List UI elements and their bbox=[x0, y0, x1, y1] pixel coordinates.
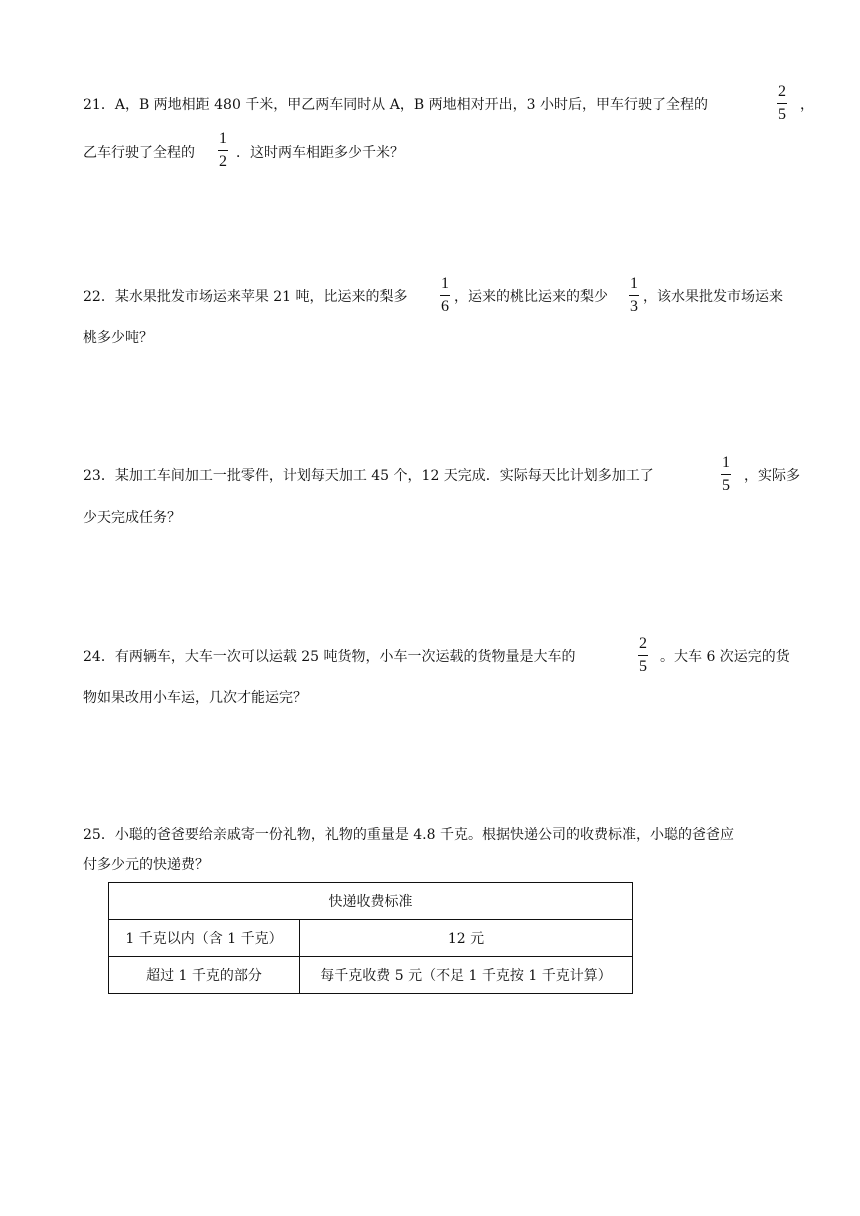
q25-text-2: 付多少元的快递费？ bbox=[83, 857, 209, 873]
q24-frac1-numerator: 2 bbox=[639, 635, 647, 652]
q22-line1 bbox=[83, 287, 408, 307]
fraction-bar bbox=[777, 103, 787, 104]
q21-frac1-denominator: 5 bbox=[778, 106, 786, 123]
table-row bbox=[109, 920, 633, 957]
q21-text-1b: ， bbox=[800, 97, 814, 113]
q23-text-1a: 某加工车间加工一批零件，计划每天加工 45 个，12 天完成．实际每天比计划多加工了 bbox=[114, 468, 654, 484]
q23-frac1-denominator: 5 bbox=[722, 477, 730, 494]
fee-price-cell: 12 元 bbox=[300, 920, 633, 957]
fraction-bar bbox=[638, 655, 648, 656]
q24-text-2: 物如果改用小车运，几次才能运完？ bbox=[83, 690, 307, 706]
fraction-bar bbox=[440, 295, 450, 296]
q22-text-2: 桃多少吨？ bbox=[83, 330, 153, 346]
q24-text-1b: 。大车 6 次运完的货 bbox=[660, 649, 790, 665]
q22-fraction-2 bbox=[629, 275, 639, 316]
q21-text-2b: ．这时两车相距多少千米？ bbox=[236, 145, 404, 161]
q25-text-1: 小聪的爸爸要给亲戚寄一份礼物，礼物的重量是 4.8 千克。根据快递公司的收费标准，小聪的爸爸应 bbox=[114, 827, 734, 843]
q22-frac2-denominator: 3 bbox=[630, 298, 638, 315]
q21-text-1a: A，B 两地相距 480 千米，甲乙两车同时从 A，B 两地相对开出，3 小时后，甲车行驶了全程的 bbox=[114, 97, 708, 113]
fee-table bbox=[108, 882, 633, 994]
table-row bbox=[109, 957, 633, 994]
fee-table-header-row bbox=[109, 883, 633, 920]
q22-text-1b: ，运来的桃比运来的梨少 bbox=[454, 289, 608, 305]
q21-frac1-numerator: 2 bbox=[778, 83, 786, 100]
q23-text-1b: ，实际多 bbox=[744, 468, 800, 484]
q25-number: 25． bbox=[83, 827, 115, 843]
q23-line1 bbox=[83, 466, 654, 486]
q22-fraction-1 bbox=[440, 275, 450, 316]
q22-frac1-denominator: 6 bbox=[441, 298, 449, 315]
q21-fraction-2 bbox=[218, 130, 228, 171]
q22-number: 22． bbox=[83, 289, 115, 305]
q22-text-1c: ，该水果批发市场运来 bbox=[643, 289, 783, 305]
q24-text-1a: 有两辆车，大车一次可以运载 25 吨货物，小车一次运载的货物量是大车的 bbox=[114, 649, 576, 665]
q22-text-1a: 某水果批发市场运来苹果 21 吨，比运来的梨多 bbox=[114, 289, 408, 305]
q24-fraction-1 bbox=[638, 635, 648, 676]
q23-text-2: 少天完成任务？ bbox=[83, 510, 181, 526]
fee-condition-cell: 超过 1 千克的部分 bbox=[109, 957, 300, 994]
q24-number: 24． bbox=[83, 649, 115, 665]
fraction-bar bbox=[721, 474, 731, 475]
fee-price-cell: 每千克收费 5 元（不足 1 千克按 1 千克计算） bbox=[300, 957, 633, 994]
q22-frac1-numerator: 1 bbox=[441, 275, 449, 292]
fraction-bar bbox=[629, 295, 639, 296]
q21-frac2-numerator: 1 bbox=[219, 130, 227, 147]
q23-fraction-1 bbox=[721, 454, 731, 495]
q23-number: 23． bbox=[83, 468, 115, 484]
q21-frac2-denominator: 2 bbox=[219, 153, 227, 170]
q22-frac2-numerator: 1 bbox=[630, 275, 638, 292]
q21-number: 21． bbox=[83, 97, 115, 113]
q23-frac1-numerator: 1 bbox=[722, 454, 730, 471]
q21-text-2a: 乙车行驶了全程的 bbox=[83, 145, 195, 161]
q24-frac1-denominator: 5 bbox=[639, 658, 647, 675]
q21-line2 bbox=[83, 143, 195, 163]
q24-line1 bbox=[83, 647, 576, 667]
q25-line1 bbox=[83, 825, 734, 845]
q21-fraction-1 bbox=[777, 83, 787, 124]
fee-condition-cell: 1 千克以内（含 1 千克） bbox=[109, 920, 300, 957]
q21-line1 bbox=[83, 95, 708, 115]
fraction-bar bbox=[218, 150, 228, 151]
fee-table-title: 快递收费标准 bbox=[109, 883, 633, 920]
